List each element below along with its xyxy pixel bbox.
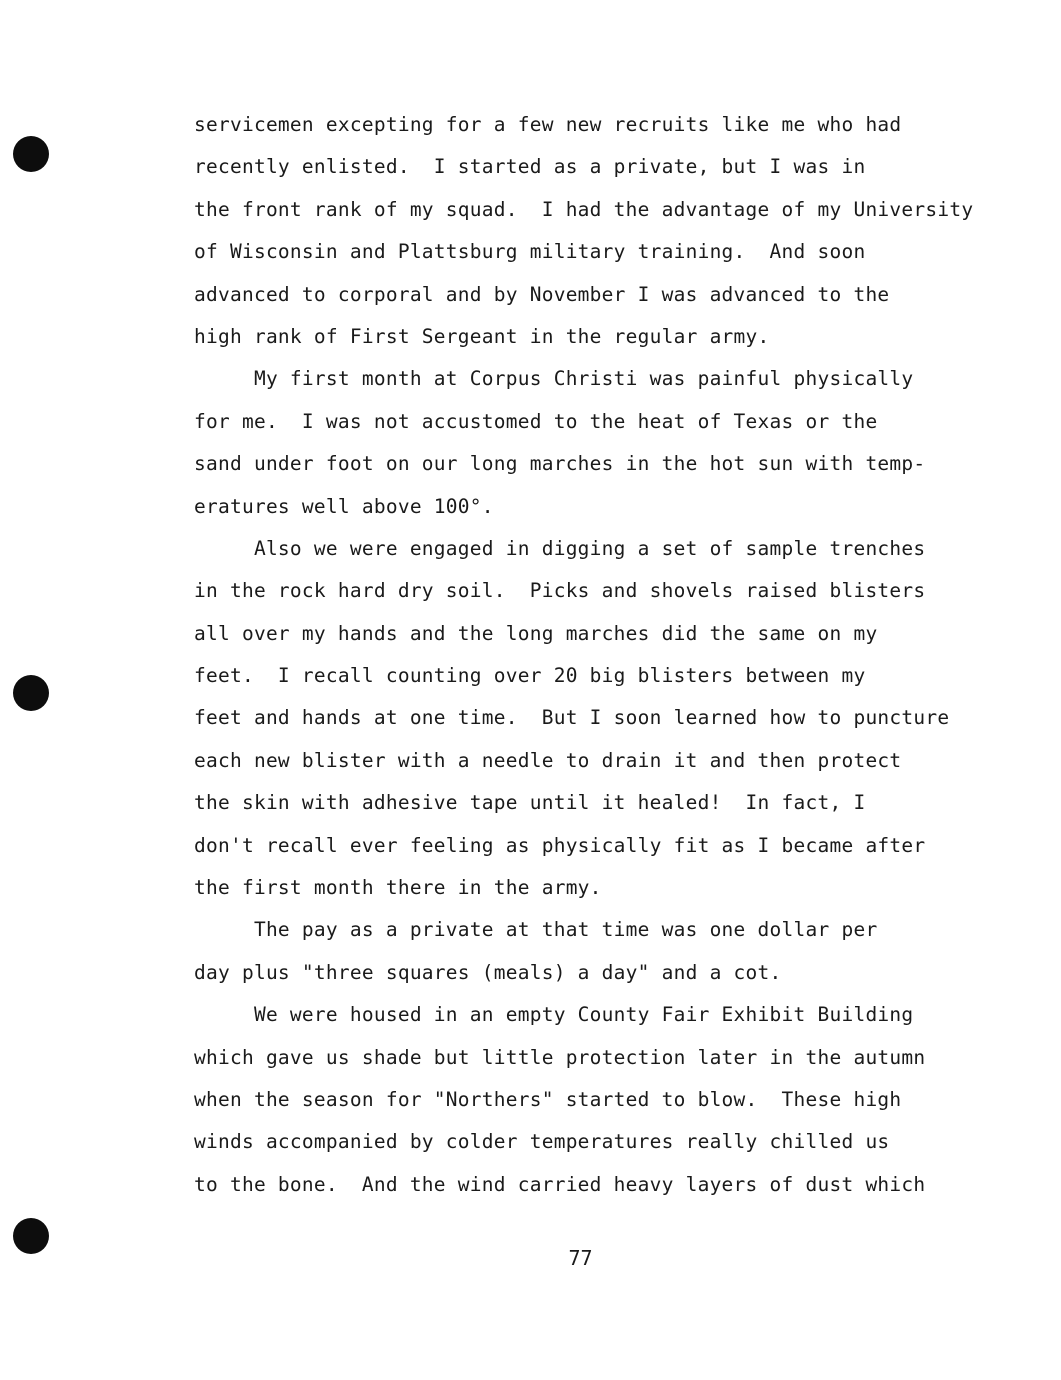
text-line: day plus "three squares (meals) a day" and a cot. [194, 960, 782, 984]
text-line: My first month at Corpus Christi was painful physically [194, 367, 914, 391]
text-line: eratures well above 100°. [194, 494, 494, 518]
text-line: servicemen excepting for a few new recruits like me who had [194, 113, 902, 136]
page-number: 77 [568, 1246, 593, 1270]
punch-hole-top [13, 136, 49, 172]
text-line: high rank of First Sergeant in the regular army. [194, 324, 770, 348]
text-line: recently enlisted. I started as a private, but I was in [194, 155, 866, 179]
text-line: of Wisconsin and Plattsburg military training. And soon [194, 240, 866, 264]
text-line: don't recall ever feeling as physically fit as I became after [194, 833, 926, 857]
text-line: winds accompanied by colder temperatures really chilled us [194, 1130, 890, 1154]
text-line: We were housed in an empty County Fair Exhibit Building [194, 1003, 914, 1027]
text-line: the front rank of my squad. I had the advantage of my University [194, 197, 974, 221]
text-line: in the rock hard dry soil. Picks and shovels raised blisters [194, 579, 926, 603]
text-line: The pay as a private at that time was one dollar per [194, 918, 878, 942]
text-line: sand under foot on our long marches in the hot sun with temp- [194, 452, 926, 476]
text-line: the first month there in the army. [194, 876, 602, 900]
text-line: for me. I was not accustomed to the heat of Texas or the [194, 409, 878, 433]
text-line: all over my hands and the long marches did the same on my [194, 621, 878, 645]
punch-hole-middle [13, 675, 49, 711]
text-line: which gave us shade but little protection later in the autumn [194, 1045, 926, 1069]
text-line: each new blister with a needle to drain it and then protect [194, 748, 902, 772]
text-line: when the season for "Northers" started to blow. These high [194, 1087, 902, 1111]
text-line: Also we were engaged in digging a set of sample trenches [194, 536, 926, 560]
body-text [194, 104, 1034, 1206]
text-line: to the bone. And the wind carried heavy layers of dust which [194, 1172, 926, 1196]
text-line: feet and hands at one time. But I soon learned how to puncture [194, 706, 950, 730]
text-line: feet. I recall counting over 20 big blisters between my [194, 664, 866, 688]
text-line: the skin with adhesive tape until it healed! In fact, I [194, 791, 866, 815]
text-line: advanced to corporal and by November I was advanced to the [194, 282, 890, 306]
